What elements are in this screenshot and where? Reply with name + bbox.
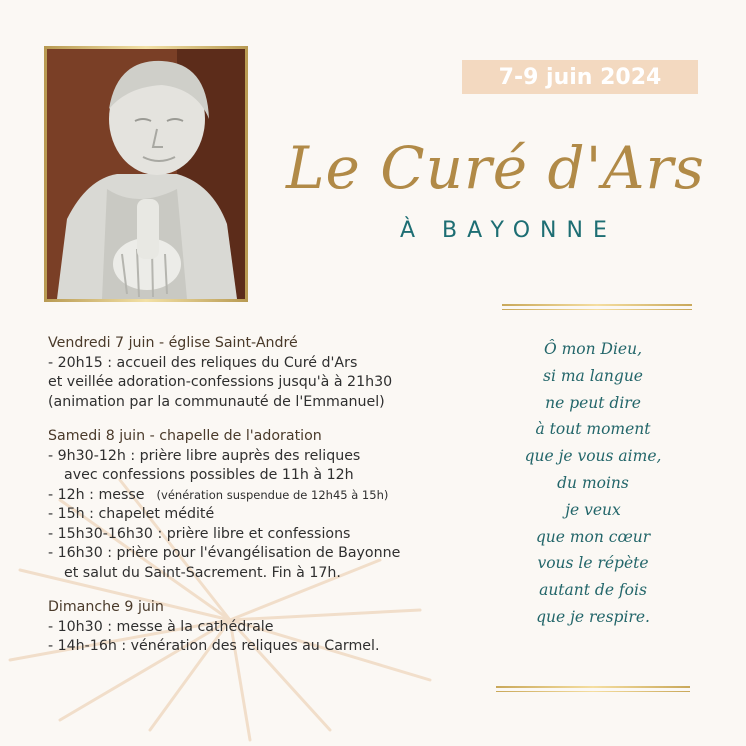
- day-sunday: [48, 598, 468, 657]
- schedule-line: - 16h30 : prière pour l'évangélisation de Bayonne: [48, 545, 401, 561]
- day-title: Vendredi 7 juin - église Saint-André: [48, 335, 298, 351]
- day-saturday: [48, 427, 468, 583]
- prayer-line: ne peut dire: [545, 393, 641, 412]
- saint-statue-photo: [47, 49, 245, 299]
- schedule-line-mass: [48, 486, 468, 506]
- schedule-line: - 9h30-12h : prière libre auprès des reliques: [48, 447, 361, 464]
- day-title: Samedi 8 juin - chapelle de l'adoration: [48, 428, 322, 444]
- schedule-line: - 15h : chapelet médité: [48, 506, 215, 522]
- schedule-line: et salut du Saint-Sacrement. Fin à 17h.: [64, 564, 341, 581]
- prayer-text: [496, 336, 690, 631]
- statue-icon: [47, 49, 245, 299]
- day-friday: [48, 334, 468, 412]
- divider-bottom: [496, 686, 690, 688]
- schedule-line: - 15h30-16h30 : prière libre et confessions: [48, 525, 351, 542]
- prayer-line: vous le répète: [537, 554, 649, 573]
- schedule: [48, 334, 468, 672]
- prayer-line: que je vous aime,: [524, 447, 662, 466]
- schedule-line: et veillée adoration-confessions jusqu'à à 21h30: [48, 374, 393, 390]
- prayer-line: à tout moment: [535, 420, 651, 439]
- prayer-line: Ô mon Dieu,: [543, 340, 643, 358]
- divider-bottom-2: [496, 691, 690, 692]
- schedule-line: - 10h30 : messe à la cathédrale: [48, 618, 274, 635]
- prayer-line: du moins: [557, 473, 629, 492]
- schedule-line: - 12h : messe: [48, 486, 145, 503]
- prayer-line: que je respire.: [536, 607, 650, 626]
- prayer-line: autant de fois: [539, 581, 647, 600]
- date-badge: 7-9 juin 2024: [462, 60, 698, 94]
- prayer-line: si ma langue: [543, 366, 643, 385]
- divider-top: [502, 304, 692, 306]
- schedule-line: (animation par la communauté de l'Emmanuel): [48, 393, 385, 410]
- schedule-line: - 20h15 : accueil des reliques du Curé d'Ars: [48, 354, 358, 371]
- page-title: Le Curé d'Ars: [286, 134, 705, 202]
- schedule-note: (vénération suspendue de 12h45 à 15h): [156, 487, 389, 502]
- schedule-line: - 14h-16h : vénération des reliques au Carmel.: [48, 638, 380, 654]
- photo-frame: [44, 46, 248, 302]
- schedule-line: avec confessions possibles de 11h à 12h: [64, 467, 354, 483]
- day-title: Dimanche 9 juin: [48, 599, 164, 615]
- divider-top-2: [502, 309, 692, 310]
- page-subtitle: À BAYONNE: [400, 218, 617, 243]
- prayer-line: je veux: [565, 500, 621, 519]
- prayer-line: que mon cœur: [535, 527, 651, 546]
